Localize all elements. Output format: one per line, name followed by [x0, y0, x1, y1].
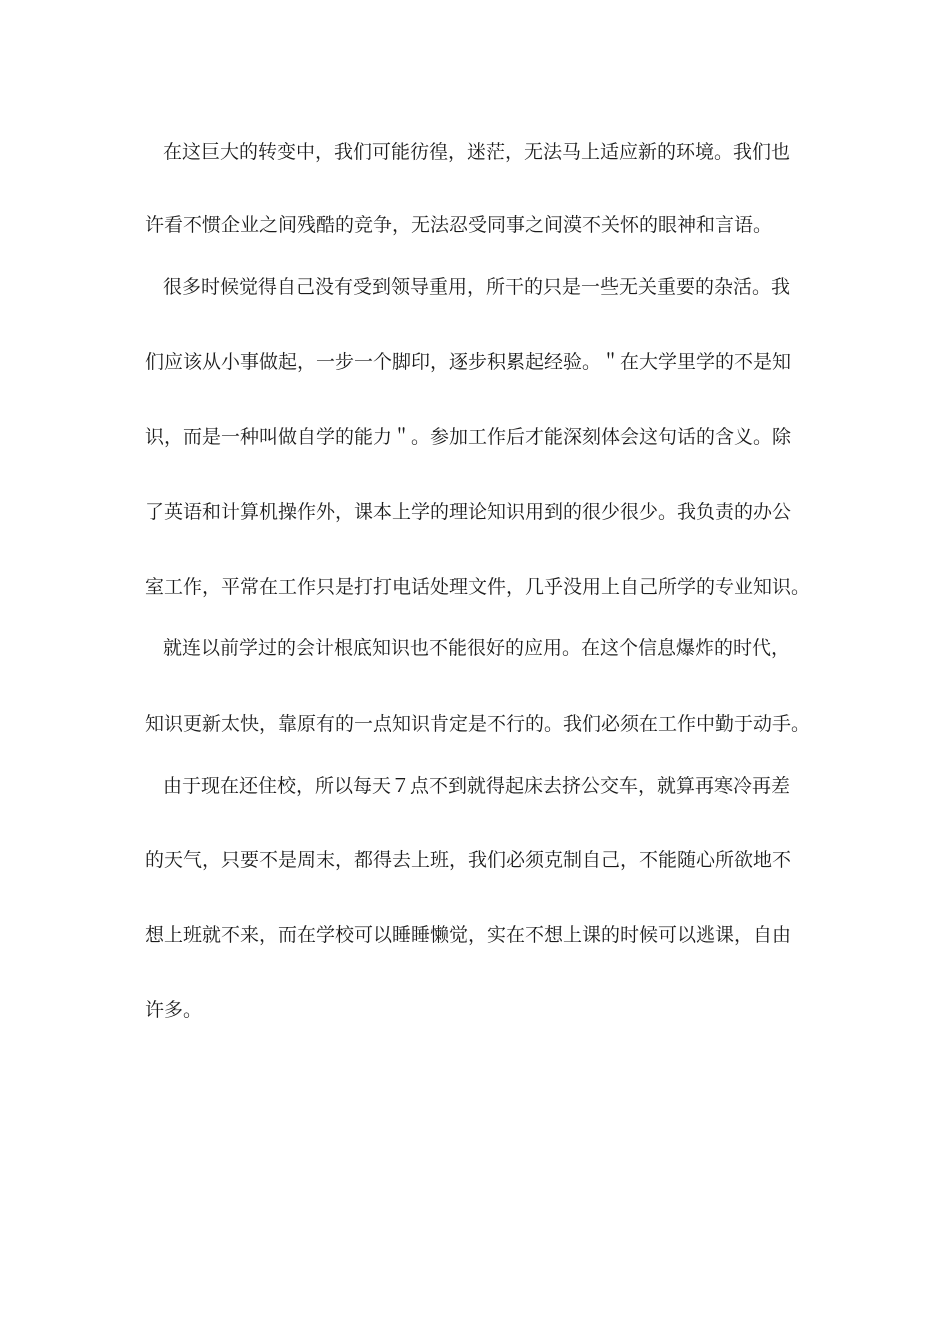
text-line: 许多。 — [145, 999, 203, 1021]
text-line: 在这巨大的转变中，我们可能彷徨，迷茫，无法马上适应新的环境。我们也 — [163, 141, 791, 163]
text-line: 们应该从小事做起，一步一个脚印，逐步积累起经验。＂在大学里学的不是知 — [145, 351, 792, 373]
text-line: 就连以前学过的会计根底知识也不能很好的应用。在这个信息爆炸的时代， — [163, 637, 791, 659]
text-line: 的天气，只要不是周末，都得去上班，我们必须克制自己，不能随心所欲地不 — [145, 849, 792, 871]
text-line: 由于现在还住校，所以每天７点不到就得起床去挤公交车，就算再寒冷再差 — [163, 775, 791, 797]
text-line: 识，而是一种叫做自学的能力＂。参加工作后才能深刻体会这句话的含义。除 — [145, 426, 792, 448]
text-line: 知识更新太快，靠原有的一点知识肯定是不行的。我们必须在工作中勤于动手。 — [145, 713, 811, 735]
text-line: 室工作，平常在工作只是打打电话处理文件，几乎没用上自己所学的专业知识。 — [145, 576, 811, 598]
text-line: 想上班就不来，而在学校可以睡睡懒觉，实在不想上课的时候可以逃课，自由 — [145, 924, 792, 946]
text-line: 很多时候觉得自己没有受到领导重用，所干的只是一些无关重要的杂活。我 — [163, 276, 791, 298]
text-line: 许看不惯企业之间残酷的竞争，无法忍受同事之间漠不关怀的眼神和言语。 — [145, 214, 773, 236]
text-line: 了英语和计算机操作外，课本上学的理论知识用到的很少很少。我负责的办公 — [145, 501, 792, 523]
